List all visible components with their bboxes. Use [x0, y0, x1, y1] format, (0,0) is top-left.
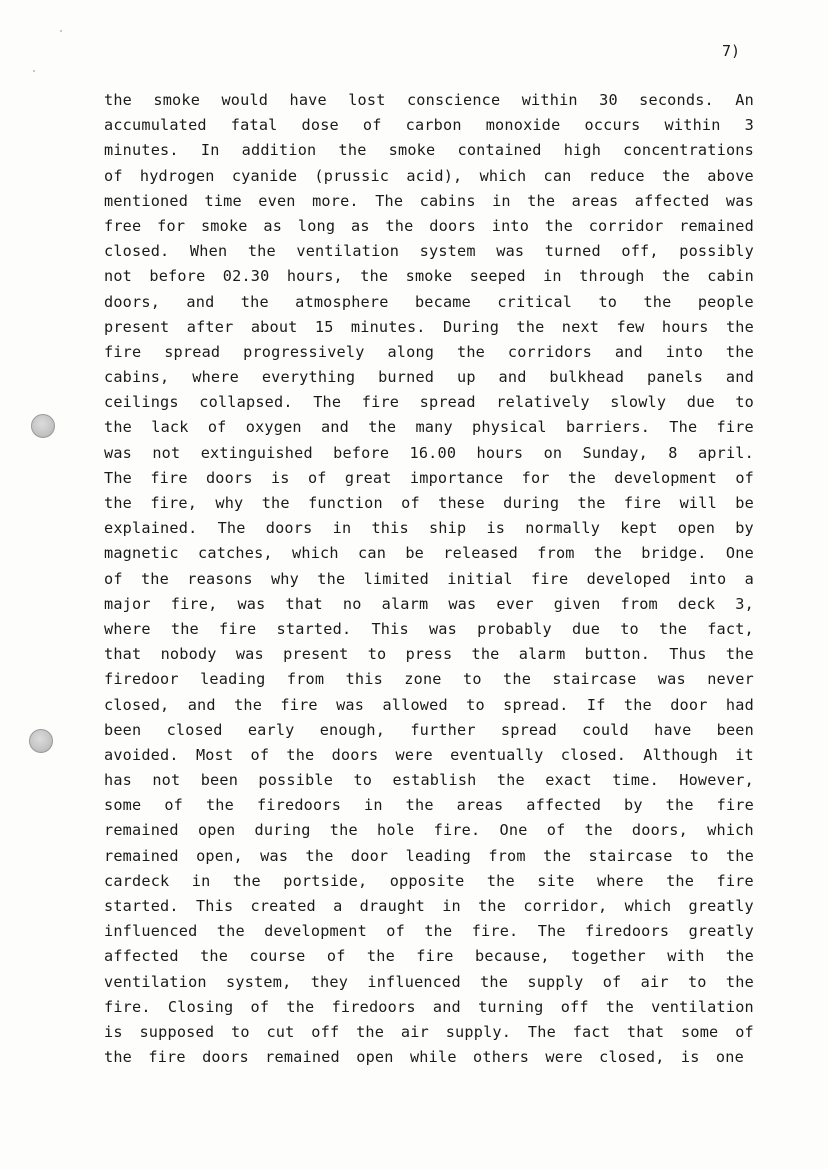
- punch-hole: [29, 729, 53, 753]
- text-line: the lack of oxygen and the many physical barriers. The fire: [104, 418, 754, 437]
- text-line: is supposed to cut off the air supply. The fact that some of: [104, 1022, 754, 1041]
- text-line: remained open, was the door leading from the staircase to the: [104, 846, 754, 865]
- text-line: the fire doors remained open while others were closed, is one: [104, 1048, 744, 1067]
- text-line: the smoke would have lost conscience within 30 seconds. An: [104, 91, 754, 109]
- text-line: ceilings collapsed. The fire spread relatively slowly due to: [104, 393, 754, 412]
- text-line: been closed early enough, further spread could have been: [104, 720, 754, 739]
- text-line: major fire, was that no alarm was ever given from deck 3,: [104, 594, 754, 613]
- text-line: avoided. Most of the doors were eventually closed. Although it: [104, 745, 754, 764]
- page-number: 7): [722, 42, 741, 60]
- text-line: not before 02.30 hours, the smoke seeped in through the cabin: [104, 267, 754, 286]
- text-line: closed. When the ventilation system was turned off, possibly: [104, 242, 754, 261]
- text-line: remained open during the hole fire. One of the doors, which: [104, 821, 754, 840]
- text-line: fire spread progressively along the corridors and into the: [104, 342, 754, 361]
- text-line: The fire doors is of great importance for the development of: [104, 468, 754, 487]
- text-line: present after about 15 minutes. During the next few hours the: [104, 317, 754, 336]
- text-line: minutes. In addition the smoke contained high concentrations: [104, 141, 754, 160]
- text-line: ventilation system, they influenced the supply of air to the: [104, 972, 754, 991]
- text-line: influenced the development of the fire. The firedoors greatly: [104, 922, 754, 941]
- text-line: the fire, why the function of these during the fire will be: [104, 494, 754, 512]
- text-line: doors, and the atmosphere became critical to the people: [104, 292, 754, 311]
- text-line: has not been possible to establish the exact time. However,: [104, 771, 754, 790]
- text-line: mentioned time even more. The cabins in the areas affected was: [104, 191, 754, 210]
- text-line: started. This created a draught in the corridor, which greatly: [104, 897, 754, 915]
- text-line: of the reasons why the limited initial fire developed into a: [104, 569, 754, 588]
- text-line: was not extinguished before 16.00 hours on Sunday, 8 april.: [104, 443, 754, 462]
- text-line: explained. The doors in this ship is normally kept open by: [104, 519, 754, 538]
- text-line: magnetic catches, which can be released from the bridge. One: [104, 544, 754, 563]
- scan-speck: [60, 30, 62, 32]
- text-line: free for smoke as long as the doors into the corridor remained: [104, 216, 754, 235]
- text-line: where the fire started. This was probably due to the fact,: [104, 619, 754, 638]
- scan-speck: [33, 70, 35, 72]
- text-line: accumulated fatal dose of carbon monoxide occurs within 3: [104, 116, 754, 135]
- text-line: affected the course of the fire because, together with the: [104, 947, 754, 966]
- body-text: [104, 88, 754, 1070]
- text-line: of hydrogen cyanide (prussic acid), which can reduce the above: [104, 166, 754, 185]
- text-line: that nobody was present to press the alarm button. Thus the: [104, 645, 754, 664]
- punch-hole: [31, 414, 55, 438]
- text-line: cabins, where everything burned up and bulkhead panels and: [104, 368, 754, 387]
- text-line: closed, and the fire was allowed to spread. If the door had: [104, 695, 754, 714]
- text-line: cardeck in the portside, opposite the site where the fire: [104, 871, 754, 890]
- text-line: some of the firedoors in the areas affected by the fire: [104, 796, 754, 815]
- text-line: firedoor leading from this zone to the staircase was never: [104, 670, 754, 689]
- text-line: fire. Closing of the firedoors and turning off the ventilation: [104, 997, 754, 1016]
